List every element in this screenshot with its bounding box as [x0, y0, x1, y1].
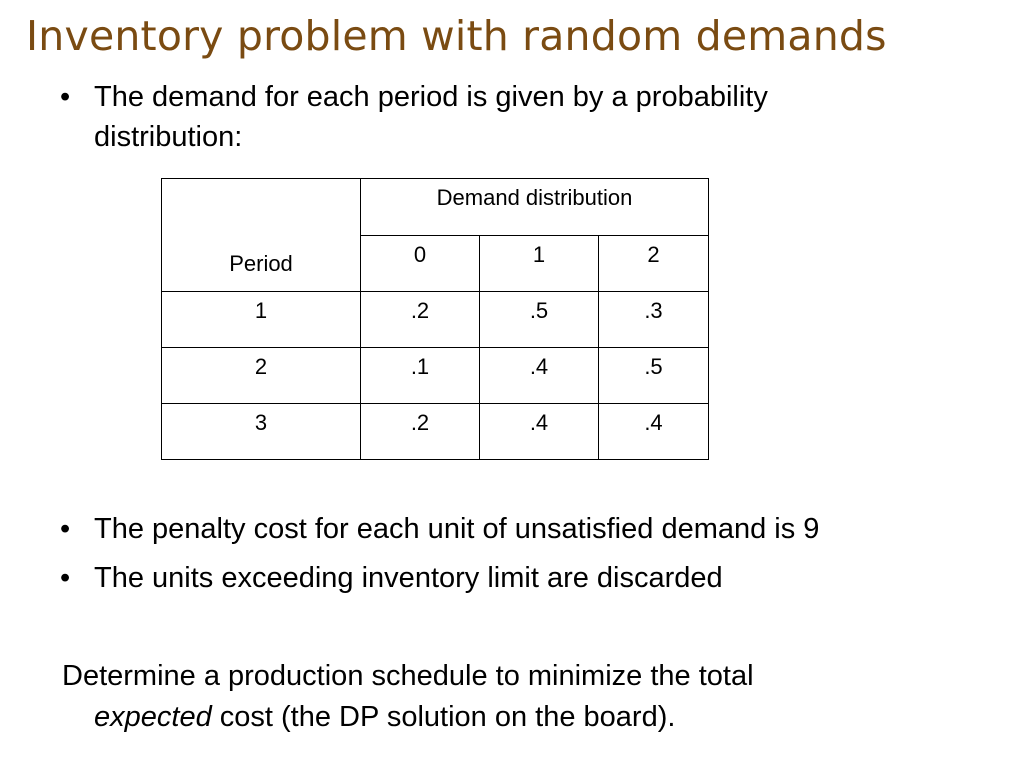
table-header-row	[162, 179, 709, 236]
conclusion-paragraph	[62, 656, 962, 738]
bullet-symbol: •	[60, 513, 71, 545]
conclusion-line-2-text: cost (the DP solution on the board).	[211, 701, 676, 733]
table-row	[162, 348, 709, 404]
demand-distribution-header: Demand distribution	[361, 179, 709, 236]
conclusion-line-2	[62, 697, 962, 738]
probability-cell: .4	[480, 348, 599, 404]
probability-cell: .4	[480, 404, 599, 460]
bullet-symbol: •	[60, 562, 71, 594]
bullet-text: The units exceeding inventory limit are discarded	[94, 562, 723, 594]
demand-level-2: 2	[599, 236, 709, 292]
bullet-discarded-units	[60, 558, 1000, 598]
period-header: Period	[162, 179, 361, 292]
conclusion-emphasis: expected	[94, 701, 212, 733]
bullet-text: The penalty cost for each unit of unsatisfied demand is 9	[94, 513, 820, 545]
probability-cell: .2	[361, 404, 480, 460]
bullet-demand-distribution	[60, 77, 920, 157]
probability-cell: .2	[361, 292, 480, 348]
bullet-penalty-cost	[60, 509, 1000, 549]
table-row	[162, 404, 709, 460]
conclusion-line-1: Determine a production schedule to minimize the total	[62, 660, 754, 692]
period-cell: 2	[162, 348, 361, 404]
probability-cell: .4	[599, 404, 709, 460]
probability-cell: .1	[361, 348, 480, 404]
bullet-text: The demand for each period is given by a probability distribution:	[94, 81, 768, 153]
period-cell: 3	[162, 404, 361, 460]
probability-cell: .5	[480, 292, 599, 348]
demand-distribution-table	[161, 178, 709, 460]
table-row	[162, 292, 709, 348]
demand-level-1: 1	[480, 236, 599, 292]
period-cell: 1	[162, 292, 361, 348]
probability-cell: .3	[599, 292, 709, 348]
demand-level-0: 0	[361, 236, 480, 292]
slide-title: Inventory problem with random demands	[26, 12, 887, 60]
bullet-symbol: •	[60, 81, 71, 113]
probability-cell: .5	[599, 348, 709, 404]
